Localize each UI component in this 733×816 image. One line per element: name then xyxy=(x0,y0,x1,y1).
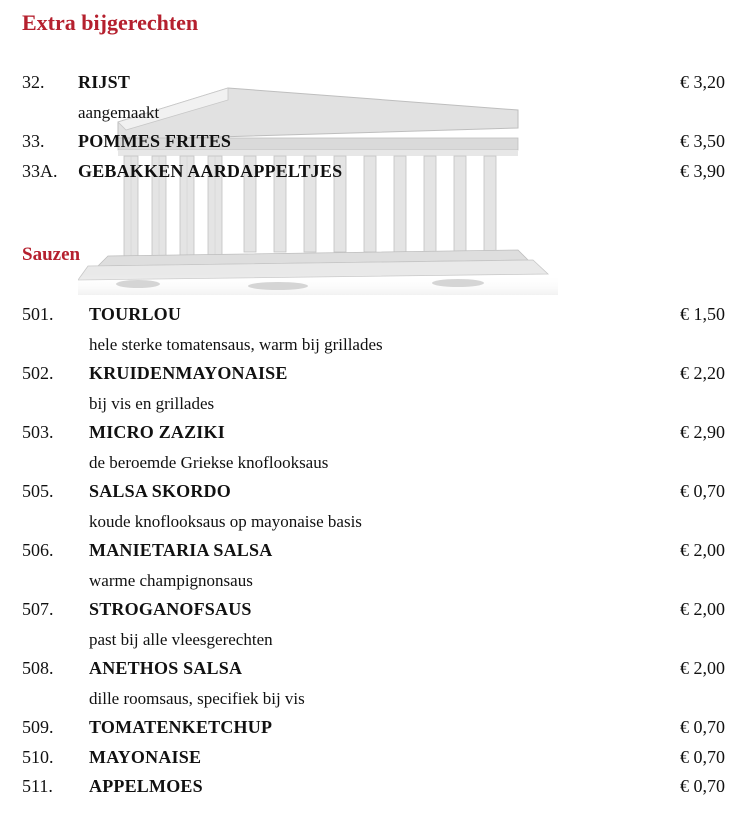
item-description: bij vis en grillades xyxy=(89,393,215,413)
item-name: SALSA SKORDO xyxy=(89,481,231,501)
sauzen-list xyxy=(0,300,733,802)
item-description: koude knoflooksaus op mayonaise basis xyxy=(89,511,362,531)
item-name: MAYONAISE xyxy=(89,746,202,767)
item-description: warme champignonsaus xyxy=(89,570,253,590)
item-price: € 2,90 xyxy=(680,422,725,442)
item-number: 33. xyxy=(22,131,45,151)
item-price: € 1,50 xyxy=(680,304,725,324)
item-name: POMMES FRITES xyxy=(78,131,232,151)
item-number: 33A. xyxy=(22,160,58,181)
item-number: 503. xyxy=(22,422,54,442)
item-number: 505. xyxy=(22,481,54,501)
menu-item xyxy=(0,300,733,359)
item-name: RIJST xyxy=(78,72,131,92)
item-name: APPELMOES xyxy=(89,776,203,796)
item-number: 501. xyxy=(22,304,54,324)
item-number: 510. xyxy=(22,746,54,767)
item-name: GEBAKKEN AARDAPPELTJES xyxy=(78,160,343,181)
item-description: de beroemde Griekse knoflooksaus xyxy=(89,452,329,472)
item-description: aangemaakt xyxy=(78,102,160,122)
item-description: hele sterke tomatensaus, warm bij grillades xyxy=(89,334,383,354)
item-number: 508. xyxy=(22,658,54,678)
menu-item xyxy=(0,127,733,157)
bijgerechten-list xyxy=(0,68,733,186)
item-price: € 2,00 xyxy=(680,599,725,619)
menu-item xyxy=(0,654,733,713)
item-number: 509. xyxy=(22,717,54,737)
item-price: € 0,70 xyxy=(680,746,725,767)
menu-item xyxy=(0,713,733,743)
item-price: € 2,00 xyxy=(680,540,725,560)
item-price: € 2,20 xyxy=(680,363,725,383)
item-name: TOURLOU xyxy=(89,304,182,324)
item-name: STROGANOFSAUS xyxy=(89,599,252,619)
item-description: dille roomsaus, specifiek bij vis xyxy=(89,688,305,708)
item-price: € 0,70 xyxy=(680,481,725,501)
menu-item xyxy=(0,595,733,654)
item-number: 511. xyxy=(22,776,53,796)
menu-item xyxy=(0,359,733,418)
menu-item xyxy=(0,157,733,187)
item-price: € 3,50 xyxy=(680,131,725,151)
item-number: 32. xyxy=(22,72,45,92)
menu-item xyxy=(0,743,733,773)
item-price: € 0,70 xyxy=(680,717,725,737)
item-description: past bij alle vleesgerechten xyxy=(89,629,273,649)
item-price: € 3,90 xyxy=(680,160,725,181)
item-price: € 3,20 xyxy=(680,72,725,92)
menu-item xyxy=(0,68,733,127)
menu-item xyxy=(0,536,733,595)
item-price: € 0,70 xyxy=(680,776,725,796)
item-name: ANETHOS SALSA xyxy=(89,658,243,678)
item-name: MICRO ZAZIKI xyxy=(89,422,225,442)
item-number: 506. xyxy=(22,540,54,560)
section-title-sauzen: Sauzen xyxy=(22,244,81,265)
section-title-bijgerechten: Extra bijgerechten xyxy=(22,10,199,35)
item-name: TOMATENKETCHUP xyxy=(89,717,273,737)
item-name: MANIETARIA SALSA xyxy=(89,540,273,560)
item-number: 507. xyxy=(22,599,54,619)
menu-item xyxy=(0,772,733,802)
item-name: KRUIDENMAYONAISE xyxy=(89,363,288,383)
item-price: € 2,00 xyxy=(680,658,725,678)
menu-item xyxy=(0,477,733,536)
menu-item xyxy=(0,418,733,477)
item-number: 502. xyxy=(22,363,54,383)
